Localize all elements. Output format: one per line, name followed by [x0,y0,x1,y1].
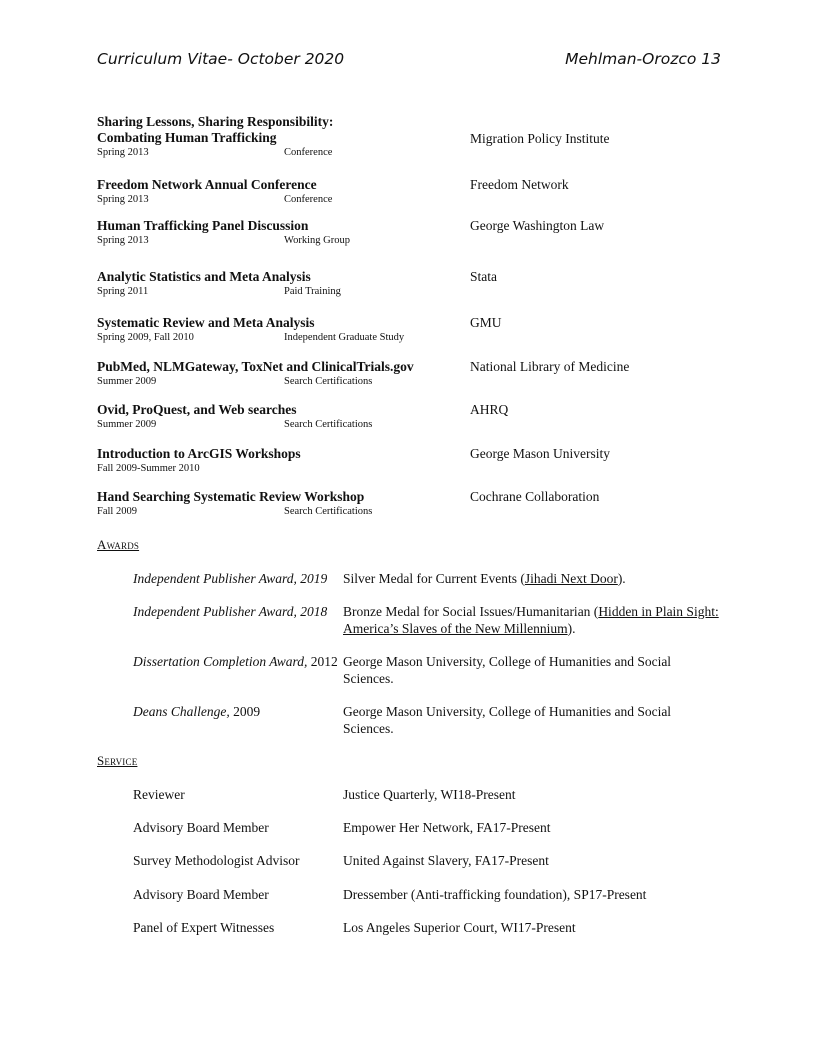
training-type: Search Certifications [284,376,373,387]
training-type: Working Group [284,235,350,246]
training-org: National Library of Medicine [470,359,630,374]
service-org: Justice Quarterly, WI18-Present [343,787,516,802]
training-title: Ovid, ProQuest, and Web searches [97,402,297,417]
training-date: Summer 2009 [97,376,157,387]
training-type: Conference [284,147,333,158]
training-org: George Washington Law [470,218,605,233]
training-title: PubMed, NLMGateway, ToxNet and ClinicalTrials.gov [97,359,414,374]
training-title-line1: Sharing Lessons, Sharing Responsibility: [97,114,334,129]
training-title: Hand Searching Systematic Review Workshop [97,489,365,504]
service-org: Dressember (Anti-trafficking foundation), SP17-Present [343,887,647,902]
service-role: Reviewer [133,787,185,802]
training-entry [97,315,737,344]
award-description: Bronze Medal for Social Issues/Humanitarian (Hidden in Plain Sight: America’s Slaves of the New Millennium). [343,604,719,636]
service-org: United Against Slavery, FA17-Present [343,853,549,868]
training-entry [97,402,737,431]
service-role: Panel of Expert Witnesses [133,920,275,935]
training-title: Freedom Network Annual Conference [97,177,317,192]
service-org: Empower Her Network, FA17-Present [343,820,551,835]
training-type: Conference [284,194,333,205]
service-heading: Service [97,753,138,768]
award-description: George Mason University, College of Humanities and Social Sciences. [343,654,672,686]
award-name: Independent Publisher Award, 2019 [133,571,328,586]
award-name: Dissertation Completion Award, 2012 [133,654,338,669]
award-description: George Mason University, College of Humanities and Social Sciences. [343,704,672,736]
training-title: Analytic Statistics and Meta Analysis [97,269,311,284]
training-org: Migration Policy Institute [470,131,610,146]
training-title: Human Trafficking Panel Discussion [97,218,309,233]
training-type: Search Certifications [284,506,373,517]
training-entry [97,359,737,388]
training-type: Paid Training [284,286,341,297]
training-entry [97,177,737,206]
award-description: Silver Medal for Current Events (Jihadi Next Door). [343,571,626,586]
award-name: Independent Publisher Award, 2018 [133,604,328,619]
training-title: Introduction to ArcGIS Workshops [97,446,301,461]
training-date: Spring 2013 [97,194,149,205]
training-org: Stata [470,269,497,284]
awards-heading: Awards [97,537,140,552]
training-title: Systematic Review and Meta Analysis [97,315,315,330]
training-entry [97,218,737,247]
training-org: GMU [470,315,502,330]
training-date: Spring 2013 [97,147,149,158]
service-role: Advisory Board Member [133,887,269,902]
training-entry [97,269,737,298]
book-link[interactable]: Hidden in Plain Sight: America’s Slaves of the New Millennium [343,604,719,636]
service-org: Los Angeles Superior Court, WI17-Present [343,920,576,935]
service-role: Advisory Board Member [133,820,269,835]
training-date: Spring 2009, Fall 2010 [97,332,194,343]
training-type: Independent Graduate Study [284,332,405,343]
training-org: Freedom Network [470,177,569,192]
training-type: Search Certifications [284,419,373,430]
training-date: Spring 2013 [97,235,149,246]
training-org: Cochrane Collaboration [470,489,600,504]
training-org: George Mason University [470,446,610,461]
training-entry [97,446,737,475]
training-entry [97,489,737,518]
training-date: Fall 2009 [97,506,137,517]
book-link[interactable]: Jihadi Next Door [524,571,618,586]
training-entry [97,114,737,159]
header-page-number: Mehlman-Orozco 13 [565,50,721,68]
service-role: Survey Methodologist Advisor [133,853,300,868]
training-date: Summer 2009 [97,419,157,430]
training-date: Spring 2011 [97,286,149,297]
header-title: Curriculum Vitae- October 2020 [97,50,345,68]
award-name: Deans Challenge, 2009 [133,704,261,719]
training-title: Combating Human Trafficking [97,130,277,145]
training-date: Fall 2009-Summer 2010 [97,463,200,474]
training-org: AHRQ [470,402,509,417]
